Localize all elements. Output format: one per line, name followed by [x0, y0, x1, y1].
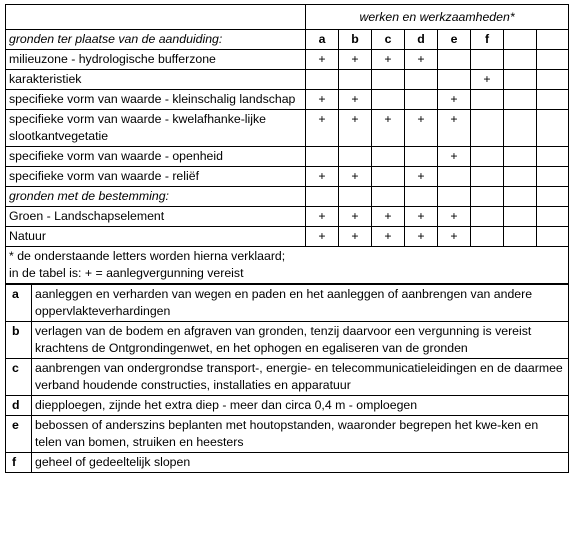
mark-cell: [537, 147, 569, 167]
col-header: [537, 30, 569, 50]
definition-text: bebossen of anderszins beplanten met houtopstanden, waaronder begrepen het kwe-ken en telen van bomen, struiken en heesters: [32, 416, 569, 453]
legend-note-1: * de onderstaande letters worden hierna verklaard;: [9, 249, 286, 263]
row-label: milieuzone - hydrologische bufferzone: [6, 50, 306, 70]
mark-cell: [471, 50, 504, 70]
definition-letter: f: [6, 453, 32, 473]
mark-cell: +: [372, 110, 405, 147]
mark-cell: [405, 90, 438, 110]
mark-cell: [537, 227, 569, 247]
mark-cell: [339, 147, 372, 167]
column-header-row: [6, 30, 569, 50]
mark-cell: +: [405, 110, 438, 147]
mark-cell: [537, 50, 569, 70]
mark-cell: [372, 70, 405, 90]
document: [5, 4, 567, 473]
table-row: [6, 167, 569, 187]
table-row: [6, 90, 569, 110]
mark-cell: [504, 167, 537, 187]
definition-letter: d: [6, 396, 32, 416]
mark-cell: +: [438, 207, 471, 227]
row-label: specifieke vorm van waarde - reliëf: [6, 167, 306, 187]
mark-cell: +: [339, 90, 372, 110]
table-row: [6, 70, 569, 90]
mark-cell: [471, 147, 504, 167]
mark-cell: [405, 70, 438, 90]
mark-cell: [504, 110, 537, 147]
definition-letter: c: [6, 359, 32, 396]
mark-cell: +: [306, 110, 339, 147]
definition-letter: a: [6, 285, 32, 322]
col-header: a: [306, 30, 339, 50]
mark-cell: [339, 70, 372, 90]
mark-cell: +: [372, 207, 405, 227]
row-label: specifieke vorm van waarde - kwelafhanke-lijke slootkantvegetatie: [6, 110, 306, 147]
mark-cell: [537, 70, 569, 90]
row-label: specifieke vorm van waarde - kleinschalig landschap: [6, 90, 306, 110]
row-label: Natuur: [6, 227, 306, 247]
mark-cell: +: [339, 167, 372, 187]
mark-cell: [504, 50, 537, 70]
section-aanduiding-rows: [6, 50, 569, 187]
col-header: c: [372, 30, 405, 50]
mark-cell: +: [438, 147, 471, 167]
col-header: [504, 30, 537, 50]
col-header: d: [405, 30, 438, 50]
definitions-table: [5, 284, 569, 473]
group-title: werken en werkzaamheden*: [306, 5, 569, 30]
mark-cell: [504, 147, 537, 167]
mark-cell: +: [339, 110, 372, 147]
mark-cell: +: [372, 227, 405, 247]
mark-cell: +: [306, 207, 339, 227]
mark-cell: [504, 227, 537, 247]
table-row: [6, 227, 569, 247]
legend-note: [6, 247, 569, 284]
mark-cell: +: [339, 207, 372, 227]
header-row: [6, 5, 569, 30]
mark-cell: [405, 147, 438, 167]
definition-text: verlagen van de bodem en afgraven van gronden, tenzij daarvoor een vergunning is vereist krachtens de Ontgrondingenwet, en het ophogen en egaliseren van de gronden: [32, 322, 569, 359]
header-blank-cell: [6, 5, 306, 30]
col-header: b: [339, 30, 372, 50]
mark-cell: [471, 227, 504, 247]
mark-cell: [306, 147, 339, 167]
table-row: [6, 110, 569, 147]
row-label: specifieke vorm van waarde - openheid: [6, 147, 306, 167]
table-row: [6, 50, 569, 70]
mark-cell: [372, 147, 405, 167]
mark-cell: +: [438, 110, 471, 147]
mark-cell: +: [405, 227, 438, 247]
definition-row: [6, 416, 569, 453]
mark-cell: +: [471, 70, 504, 90]
definition-text: aanbrengen van ondergrondse transport-, energie- en telecommunicatieleidingen en de daarmee verband houdende constructies, installaties en apparatuur: [32, 359, 569, 396]
mark-cell: [504, 207, 537, 227]
mark-cell: +: [306, 90, 339, 110]
mark-cell: +: [438, 90, 471, 110]
mark-cell: [471, 167, 504, 187]
row-label: karakteristiek: [6, 70, 306, 90]
mark-cell: [537, 110, 569, 147]
mark-cell: [438, 50, 471, 70]
definition-text: diepploegen, zijnde het extra diep - meer dan circa 0,4 m - omploegen: [32, 396, 569, 416]
table-row: [6, 207, 569, 227]
definition-letter: b: [6, 322, 32, 359]
definition-row: [6, 453, 569, 473]
mark-cell: +: [405, 167, 438, 187]
section-label-aanduiding: gronden ter plaatse van de aanduiding:: [6, 30, 306, 50]
section-header-row: [6, 187, 569, 207]
mark-cell: [537, 167, 569, 187]
row-label: Groen - Landschapselement: [6, 207, 306, 227]
mark-cell: [372, 90, 405, 110]
definition-letter: e: [6, 416, 32, 453]
mark-cell: +: [372, 50, 405, 70]
mark-cell: [471, 110, 504, 147]
mark-cell: [471, 207, 504, 227]
table-row: [6, 147, 569, 167]
mark-cell: [438, 70, 471, 90]
col-header: e: [438, 30, 471, 50]
mark-cell: [537, 207, 569, 227]
mark-cell: +: [438, 227, 471, 247]
legend-row: [6, 247, 569, 284]
mark-cell: [471, 90, 504, 110]
permit-matrix-table: [5, 4, 569, 284]
mark-cell: [438, 167, 471, 187]
mark-cell: [372, 167, 405, 187]
mark-cell: +: [405, 50, 438, 70]
mark-cell: [504, 70, 537, 90]
definition-row: [6, 322, 569, 359]
mark-cell: +: [306, 167, 339, 187]
definition-row: [6, 285, 569, 322]
mark-cell: [504, 90, 537, 110]
definition-row: [6, 359, 569, 396]
mark-cell: +: [306, 227, 339, 247]
section-bestemming-rows: [6, 207, 569, 247]
mark-cell: +: [306, 50, 339, 70]
definition-row: [6, 396, 569, 416]
mark-cell: +: [339, 50, 372, 70]
mark-cell: [306, 70, 339, 90]
definition-text: geheel of gedeeltelijk slopen: [32, 453, 569, 473]
mark-cell: +: [405, 207, 438, 227]
definition-text: aanleggen en verharden van wegen en paden en het aanleggen of aanbrengen van andere oppervlakteverhardingen: [32, 285, 569, 322]
section-label-bestemming: gronden met de bestemming:: [6, 187, 306, 207]
mark-cell: +: [339, 227, 372, 247]
mark-cell: [537, 90, 569, 110]
legend-note-2: in de tabel is: + = aanlegvergunning vereist: [9, 266, 244, 280]
col-header: f: [471, 30, 504, 50]
